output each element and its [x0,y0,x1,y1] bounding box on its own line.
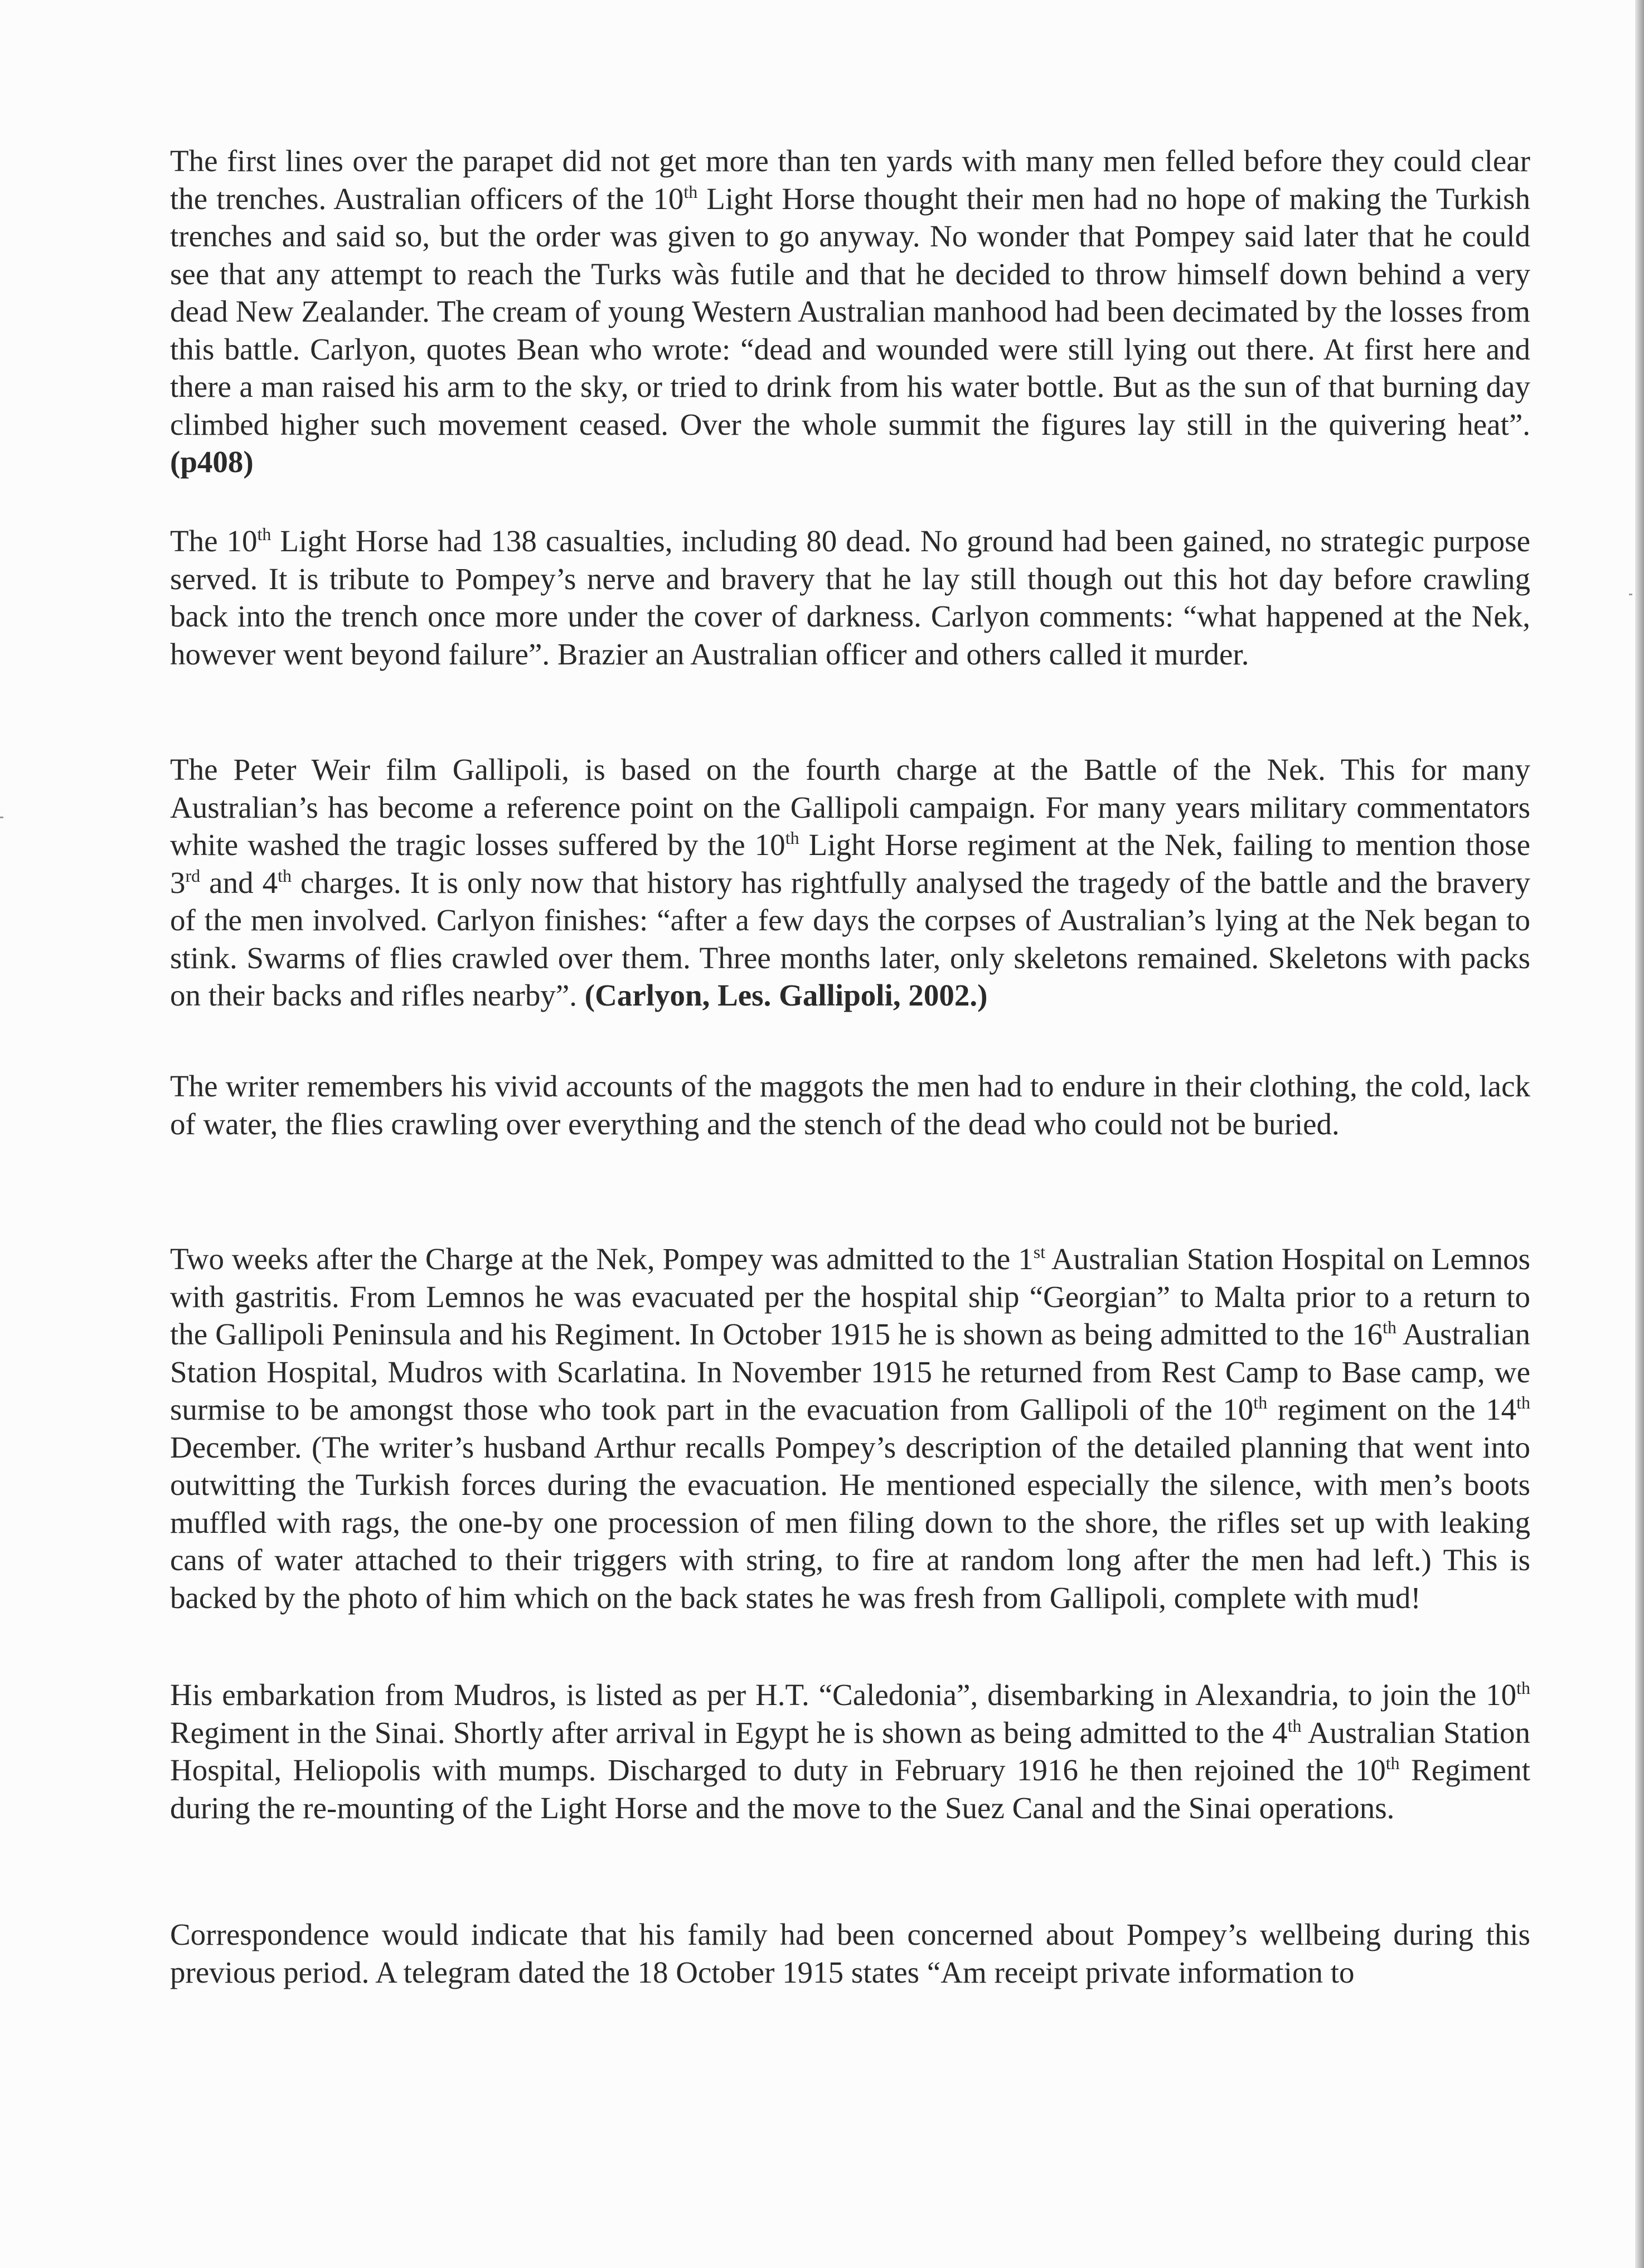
text-run: regiment on the 14 [1267,1392,1517,1426]
text-run: Light Horse had 138 casualties, including 80 dead. No ground had been gained, no strategic purpose served. It is tribute to Pompey’s nerve and bravery that he lay still though out this hot day before crawling back into the trench once more under the cover of darkness. Carlyon comments: “what happened at the Nek, however went beyond failure”. Brazier an Australian officer and others called it murder. [170,524,1531,671]
superscript: st [1033,1242,1046,1262]
superscript: th [278,865,292,886]
scan-mark [1629,594,1632,595]
paragraph-hospital [170,1240,1530,1616]
text-run: The first lines over the parapet did not get more than ten yards with many men felled before they could clear the trenches. Australian officers of the 10 [170,144,1530,216]
superscript: th [1253,1392,1268,1412]
citation: (Carlyon, Les. Gallipoli, 2002.) [584,978,988,1012]
text-run: Australian Station Hospital on Lemnos with gastritis. From Lemnos he was evacuated per the hospital ship “Georgian” to Malta prior to a return to the Gallipoli Peninsula and his Regiment. In October 1915 he is shown as being admitted to the 16 [170,1242,1530,1351]
text-run: Correspondence would indicate that his family had been concerned about Pompey’s wellbeing during this previous period. A telegram dated the 18 October 1915 states “Am receipt private information to [170,1917,1530,1989]
text-run: The 10 [170,524,258,558]
text-run: Australian Station Hospital, Mudros with Scarlatina. In November 1915 he returned from Rest Camp to Base camp, we surmise to be amongst those who took part in the evacuation from Gallipoli of the 10 [170,1317,1530,1426]
superscript: th [683,181,698,202]
scan-page-edge [1635,0,1644,2268]
text-run: Australian Station Hospital, Heliopolis with mumps. Discharged to duty in February 1916 he then rejoined the 10 [170,1715,1530,1787]
paragraph-vivid-accounts [170,1067,1530,1143]
text-run: and 4 [200,865,278,900]
paragraph-nek-charge [170,142,1530,481]
text-run: The Peter Weir film Gallipoli, is based on the fourth charge at the Battle of the Nek. This for many Australian’s has become a reference point on the Gallipoli campaign. For many years military commentators white washed the tragic losses suffered by the 10 [170,752,1530,862]
text-run: Two weeks after the Charge at the Nek, Pompey was admitted to the 1 [170,1242,1034,1276]
paragraph-embarkation [170,1676,1530,1827]
text-run: The writer remembers his vivid accounts of the maggots the men had to endure in their clothing, the cold, lack of water, the flies crawling over everything and the stench of the dead who could not be buried. [170,1069,1530,1141]
text-run: charges. It is only now that history has rightfully analysed the tragedy of the battle and the bravery of the men involved. Carlyon finishes: “after a few days the corpses of Australian’s lying at the Nek began to stink. Swarms of flies crawled over them. Three months later, only skeletons remained. Skeletons with packs on their backs and rifles nearby”. [170,865,1531,1012]
superscript: th [1385,1753,1400,1773]
superscript: th [1287,1715,1302,1736]
superscript: th [785,828,799,848]
superscript: th [1516,1392,1530,1412]
scan-mark [0,817,3,818]
text-run: December. (The writer’s husband Arthur recalls Pompey’s description of the detailed planning that went into outwitting the Turkish forces during the evacuation. He mentioned especially the silence, with men’s boots muffled with rags, the one-by one procession of men filing down to the shore, the rifles set up with leaking cans of water attached to their triggers with string, to fire at random long after the men had left.) This is backed by the photo of him which on the back states he was fresh from Gallipoli, complete with mud! [170,1430,1530,1615]
paragraph-casualties [170,522,1530,673]
superscript: th [1383,1317,1396,1337]
superscript: th [257,524,271,544]
paragraph-gallipoli-film [170,751,1530,1014]
superscript: rd [185,865,201,886]
text-run: His embarkation from Mudros, is listed as per H.T. “Caledonia”, disembarking in Alexandria, to join the 10 [170,1678,1517,1712]
text-run: Light Horse thought their men had no hope of making the Turkish trenches and said so, but the order was given to go anyway. No wonder that Pompey said later that he could see that any attempt to reach the Turks wàs futile and that he decided to throw himself down behind a very dead New Zealander. The cream of young Western Australian manhood had been decimated by the losses from this battle. Carlyon, quotes Bean who wrote: “dead and wounded were still lying out there. At first here and there a man raised his arm to the sky, or tried to drink from his water bottle. But as the sun of that burning day climbed higher such movement ceased. Over the whole summit the figures lay still in the quivering heat”. [170,181,1530,441]
text-run: Light Horse regiment at the Nek, failing to mention those 3 [170,828,1530,900]
paragraph-correspondence [170,1916,1530,1991]
citation: (p408) [170,445,254,479]
text-run: Regiment during the re-mounting of the Light Horse and the move to the Suez Canal and the Sinai operations. [170,1753,1531,1825]
text-run: Regiment in the Sinai. Shortly after arrival in Egypt he is shown as being admitted to the 4 [170,1715,1288,1750]
superscript: th [1516,1678,1530,1698]
